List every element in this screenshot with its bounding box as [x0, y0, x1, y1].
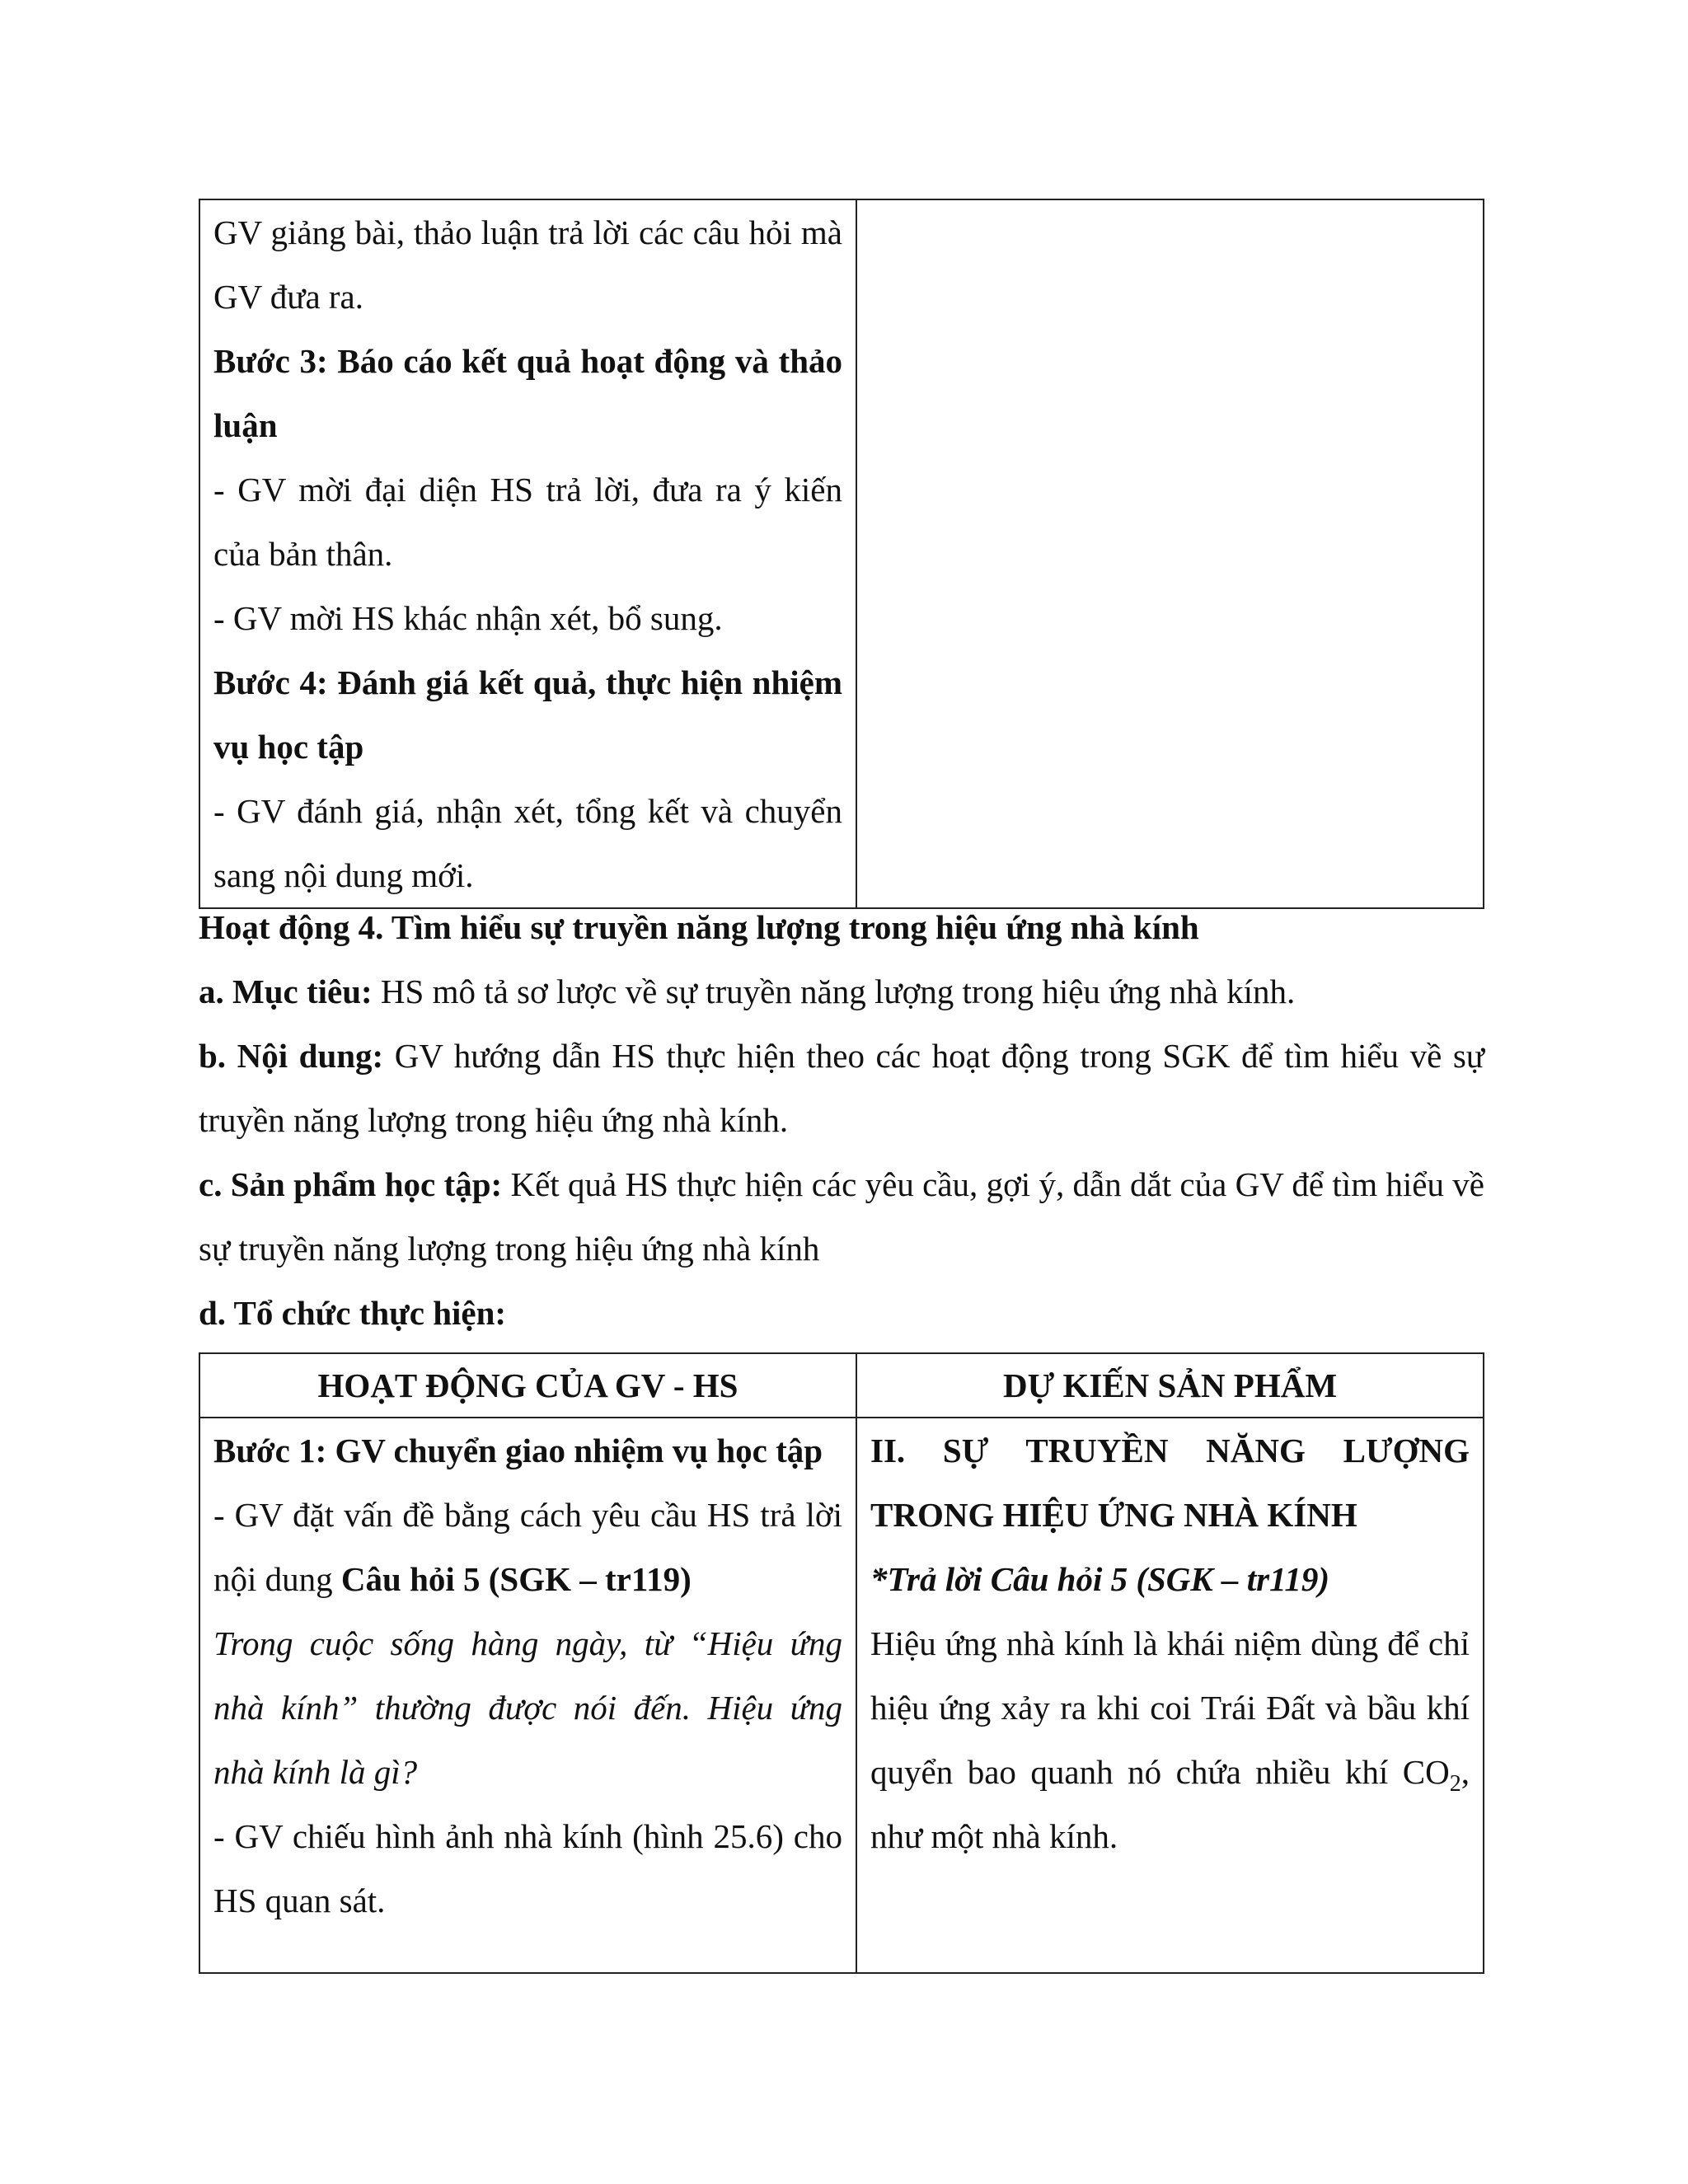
- teacher-student-activity-cell: [199, 199, 856, 908]
- list-item: - GV mời HS khác nhận xét, bổ sung.: [213, 599, 723, 637]
- column-header-activity: HOẠT ĐỘNG CỦA GV - HS: [199, 1353, 856, 1418]
- answer-text: Hiệu ứng nhà kính là khái niệm dùng để chỉ hiệu ứng xảy ra khi coi Trái Đất và bầu khí quyển bao quanh nó chứa nhiều khí CO: [870, 1624, 1470, 1791]
- step-4-title: Bước 4: Đánh giá kết quả, thực hiện nhiệm vụ học tập: [213, 663, 842, 766]
- table-row: [199, 1418, 1484, 1973]
- subscript: 2: [1449, 1771, 1461, 1797]
- answer-label: *Trả lời Câu hỏi 5 (SGK – tr119): [870, 1560, 1330, 1598]
- list-item: - GV mời đại diện HS trả lời, đưa ra ý kiến của bản thân.: [213, 471, 842, 573]
- section-title: II. SỰ TRUYỀN NĂNG LƯỢNG TRONG HIỆU ỨNG NHÀ KÍNH: [870, 1432, 1470, 1534]
- activity-4-heading: Hoạt động 4. Tìm hiểu sự truyền năng lượng trong hiệu ứng nhà kính: [199, 908, 1199, 946]
- answer-paragraph: [870, 1611, 1470, 1868]
- objective-paragraph: [199, 959, 1484, 1024]
- product-label: c. Sản phẩm học tập:: [199, 1165, 503, 1203]
- product-text: Kết quả HS thực hiện các yêu cầu, gợi ý, dẫn dắt của GV để tìm hiểu về sự truyền năng lượng trong hiệu ứng nhà kính: [199, 1165, 1484, 1268]
- paragraph: GV giảng bài, thảo luận trả lời các câu hỏi mà GV đưa ra.: [213, 213, 842, 316]
- expected-product-cell: [856, 199, 1484, 908]
- item-text: - GV đặt vấn đề bằng cách yêu cầu HS trả lời nội dung: [213, 1496, 842, 1598]
- answer-text-end: , như một nhà kính.: [870, 1753, 1470, 1855]
- product-paragraph: [199, 1152, 1484, 1281]
- list-item: [213, 1483, 842, 1611]
- step-3-title: Bước 3: Báo cáo kết quả hoạt động và thảo luận: [213, 342, 842, 444]
- activity-4-table: [199, 1352, 1484, 1974]
- table-header-row: [199, 1353, 1484, 1418]
- list-item: - GV chiếu hình ảnh nhà kính (hình 25.6) cho HS quan sát.: [213, 1817, 842, 1919]
- list-item: - GV đánh giá, nhận xét, tổng kết và chuyển sang nội dung mới.: [213, 792, 842, 894]
- content-text: GV hướng dẫn HS thực hiện theo các hoạt động trong SGK để tìm hiểu về sự truyền năng lượng trong hiệu ứng nhà kính.: [199, 1037, 1484, 1139]
- content-label: b. Nội dung:: [199, 1037, 384, 1075]
- expected-product-cell: [856, 1418, 1484, 1973]
- activity-table-continued: [199, 199, 1484, 909]
- question-text: Trong cuộc sống hàng ngày, từ “Hiệu ứng nhà kính” thường được nói đến. Hiệu ứng nhà kính là gì?: [213, 1624, 842, 1791]
- activity-4-section: [199, 895, 1484, 1345]
- organization-label: d. Tổ chức thực hiện:: [199, 1294, 507, 1332]
- column-header-product: DỰ KIẾN SẢN PHẨM: [856, 1353, 1484, 1418]
- objective-label: a. Mục tiêu:: [199, 972, 373, 1010]
- objective-text: HS mô tả sơ lược về sự truyền năng lượng trong hiệu ứng nhà kính.: [380, 972, 1296, 1010]
- content-paragraph: [199, 1024, 1484, 1152]
- teacher-student-activity-cell: [199, 1418, 856, 1973]
- step-1-title: Bước 1: GV chuyển giao nhiệm vụ học tập: [213, 1432, 823, 1469]
- table-row: [199, 199, 1484, 908]
- question-reference: Câu hỏi 5 (SGK – tr119): [340, 1560, 692, 1598]
